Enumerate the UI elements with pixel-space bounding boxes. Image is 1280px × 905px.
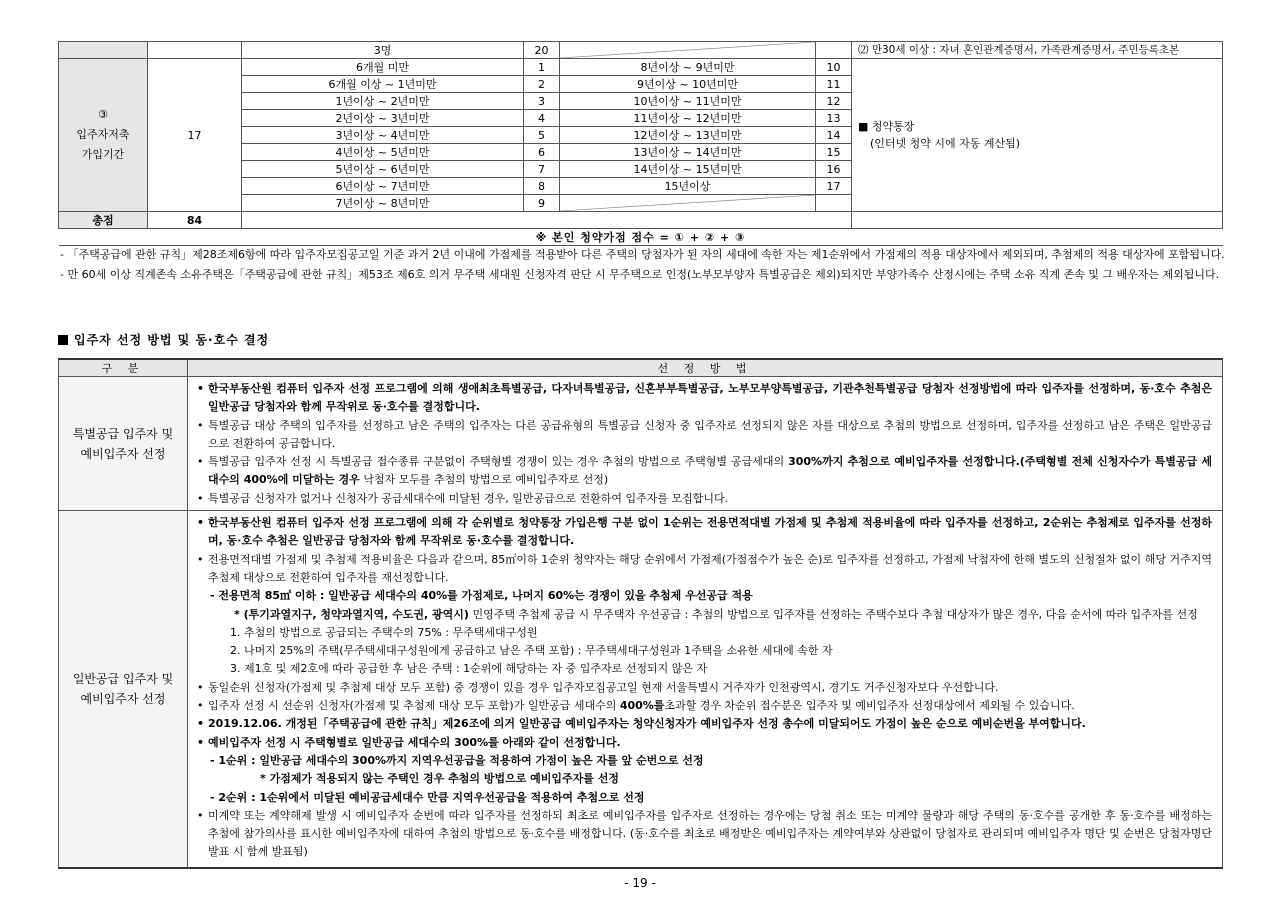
period-cell: 6개월 미만	[242, 59, 524, 76]
general-supply-label	[59, 511, 188, 868]
list-item: • 한국부동산원 컴퓨터 입주자 선정 프로그램에 의해 각 순위별로 청약통장 가입은행 구분 없이 1순위는 전용면적대별 가점제 및 추첨제 적용비율에 따라 입주자를 선정하고, 2순위는 추첨제로 입주자를 선정하며, 동·호수 추첨은 일반공급 당첨자와 함께 무작위로 동·호수를 결정합니다.	[196, 514, 1212, 551]
period-cell: 1년이상 ~ 2년미만	[242, 93, 524, 110]
general-supply-content	[188, 511, 1223, 868]
special-supply-label	[59, 377, 188, 511]
score-table	[58, 41, 1223, 246]
text-span-bold: 300%까지 추첨으로 예비입주자를 선정합니다.(주택형별 전체 신청자수가 특별공급 세대수의 400%에 미달하는 경우	[208, 455, 1212, 487]
period-cell: 15년이상	[560, 178, 816, 195]
score-formula: ※ 본인 청약가점 점수 = ① + ② + ③	[59, 229, 1223, 246]
page-number: - 19 -	[624, 876, 656, 890]
period-cell: 7년이상 ~ 8년미만	[242, 195, 524, 212]
list-item: 2. 나머지 25%의 주택(무주택세대구성원에게 공급하고 남은 주택 포함) : 무주택세대구성원과 1주택을 소유한 세대에 속한 자	[230, 644, 833, 658]
score-cell: 12	[816, 93, 852, 110]
score-cell: 13	[816, 110, 852, 127]
label-line: 일반공급 입주자 및	[72, 671, 174, 686]
text-span: 초과할 경우 차순위 접수분은 입주자 및 예비입주자 선정대상에서 제외될 수 있습니다.	[664, 699, 1075, 713]
list-item: • 한국부동산원 컴퓨터 입주자 선정 프로그램에 의해 생애최초특별공급, 다자녀특별공급, 신혼부부특별공급, 노부모부양특별공급, 기관추천특별공급 당첨자 선정방법에 따라 입주자를 선정하며, 동·호수 추첨은 일반공급 당첨자와 함께 무작위로 동·호수를 결정합니다.	[196, 380, 1212, 417]
text-span: 입주자 선정 시 선순위 신청자(가점제 및 추첨제 대상 모두 포함)가 일반공급 세대수의	[208, 699, 617, 713]
empty-diagonal-cell	[560, 42, 816, 59]
section-number: ③	[98, 108, 108, 121]
score-cell: 16	[816, 161, 852, 178]
score-cell: 20	[524, 42, 560, 59]
empty-diagonal-cell	[560, 195, 816, 212]
score-cell: 7	[524, 161, 560, 178]
cell-empty	[242, 212, 852, 229]
period-cell: 5년이상 ~ 6년미만	[242, 161, 524, 178]
label-line: 예비입주자 선정	[80, 446, 166, 461]
list-item: 3. 제1호 및 제2호에 따라 공급한 후 남은 주택 : 1순위에 해당하는 자 중 입주자로 선정되지 않은 자	[230, 662, 708, 676]
period-cell: 13년이상 ~ 14년미만	[560, 144, 816, 161]
note-item: - 만 60세 이상 직계존속 소유주택은「주택공급에 관한 규칙」제53조 제6호 의거 무주택 세대원 신청자격 판단 시 무주택으로 인정(노부모부양자 특별공급은 제외)되지만 부양가족수 산정시에는 주택 소유 직계 존속 및 그 배우자는 제외됩니다.	[60, 268, 1220, 281]
score-cell: 11	[816, 76, 852, 93]
label-line: 예비입주자 선정	[80, 691, 166, 706]
list-item: • 예비입주자 선정 시 주택형별로 일반공급 세대수의 300%를 아래와 같이 선정합니다.	[196, 734, 1212, 752]
period-cell: 3명	[242, 42, 524, 59]
selection-method-table	[58, 358, 1223, 869]
list-item: * 가점제가 적용되지 않는 주택인 경우 추첨의 방법으로 예비입주자를 선정	[260, 772, 619, 786]
text-span: 낙첨자 모두를 추첨의 방법으로 예비입주자로 선정)	[363, 473, 609, 487]
section-label	[59, 59, 148, 212]
cell-empty	[148, 42, 242, 59]
list-item: • 특별공급 대상 주택의 입주자를 선정하고 남은 주택의 입주자는 다른 공급유형의 특별공급 신청자 중 입주자로 선정되지 않은 자를 대상으로 추첨의 방법으로 선정하며, 입주자를 선정하고 남은 주택은 일반공급으로 전환하여 공급합니다.	[196, 417, 1212, 454]
list-item: • 동일순위 신청자(가점제 및 추첨제 대상 모두 포함) 중 경쟁이 있을 경우 입주자모집공고일 현재 서울특별시 거주자가 인천광역시, 경기도 거주신청자보다 우선합니다.	[196, 679, 1212, 697]
section-name-1: 입주자저축	[76, 128, 130, 141]
list-item: • 미계약 또는 계약해제 발생 시 예비입주자 순번에 따라 입주자를 선정하되 최초로 예비입주자를 입주자로 선정하는 경우에는 당첨 취소 또는 미계약 물량과 해당 주택의 동·호수를 공개한 후 동·호수를 배정하는 추첨에 참가의사를 표시한 예비입주자에 대하여 추첨의 방법으로 동·호수를 배정합니다. (동·호수를 최초로 배정받은 예비입주자는 계약여부와 상관없이 당첨자로 관리되며 예비입주자 명단 및 순번은 당첨자명단 발표 시 함께 발표됨)	[196, 807, 1212, 862]
score-cell: 10	[816, 59, 852, 76]
docs-line-2: (인터넷 청약 시에 자동 계산됨)	[870, 137, 1021, 150]
period-cell: 2년이상 ~ 3년미만	[242, 110, 524, 127]
period-cell: 10년이상 ~ 11년미만	[560, 93, 816, 110]
list-item	[196, 453, 1212, 490]
period-cell: 8년이상 ~ 9년미만	[560, 59, 816, 76]
list-item: - 2순위 : 1순위에서 미달된 예비공급세대수 만큼 지역우선공급을 적용하여 추첨으로 선정	[210, 790, 645, 804]
score-cell: 8	[524, 178, 560, 195]
list-item: - 1순위 : 일반공급 세대수의 300%까지 지역우선공급을 적용하여 가점이 높은 자를 앞 순번으로 선정	[210, 753, 704, 767]
required-docs-savings	[852, 59, 1223, 212]
section-heading	[58, 331, 269, 348]
score-cell: 1	[524, 59, 560, 76]
cell-empty	[59, 42, 148, 59]
period-cell: 3년이상 ~ 4년미만	[242, 127, 524, 144]
list-item	[196, 697, 1212, 715]
square-bullet-icon	[58, 335, 68, 345]
docs-line-1: ■ 청약통장	[858, 120, 915, 133]
required-docs: ⑵ 만30세 이상 : 자녀 혼인관계증명서, 가족관계증명서, 주민등록초본	[852, 42, 1223, 59]
list-item: - 전용면적 85㎡ 이하 : 일반공급 세대수의 40%를 가점제로, 나머지 60%는 경쟁이 있을 추첨제 우선공급 적용	[210, 589, 753, 603]
text-span-bold: * (투기과열지구, 청약과열지역, 수도권, 광역시)	[234, 607, 469, 621]
note-item: - 「주택공급에 관한 규칙」제28조제6항에 따라 입주자모집공고일 기준 과거 2년 이내에 가점제를 적용받아 다른 주택의 당첨자가 된 자의 세대에 속한 자는 제1순위에서 가점제의 적용 대상자에서 제외되며, 추첨제의 적용 대상자에 포함됩니다.	[60, 248, 1225, 261]
period-cell: 6년이상 ~ 7년미만	[242, 178, 524, 195]
score-cell: 6	[524, 144, 560, 161]
cell-empty	[852, 212, 1223, 229]
section-title: 입주자 선정 방법 및 동·호수 결정	[74, 333, 270, 347]
section-name-2: 가입기간	[81, 148, 125, 161]
score-cell: 5	[524, 127, 560, 144]
column-header: 선 정 방 법	[188, 359, 1223, 377]
cell-empty	[816, 42, 852, 59]
notes	[60, 246, 1225, 284]
score-cell: 4	[524, 110, 560, 127]
period-cell: 12년이상 ~ 13년미만	[560, 127, 816, 144]
list-item: • 전용면적대별 가점제 및 추첨제 적용비율은 다음과 같으며, 85㎡이하 1순위 청약자는 해당 순위에서 가점제(가점점수가 높은 순)로 입주자를 선정하고, 가점제 낙첨자에 한해 별도의 신청절차 없이 해당 거주지역 추첨제 대상으로 전환하여 입주자를 재선정합니다.	[196, 551, 1212, 588]
text-span: 특별공급 입주자 선정 시 특별공급 접수종류 구분없이 주택형별 경쟁이 있는 경우 추첨의 방법으로 주택형별 공급세대의	[208, 455, 785, 469]
period-cell: 6개월 이상 ~ 1년미만	[242, 76, 524, 93]
score-cell: 9	[524, 195, 560, 212]
score-cell: 17	[816, 178, 852, 195]
score-cell: 2	[524, 76, 560, 93]
special-supply-content	[188, 377, 1223, 511]
label-line: 특별공급 입주자 및	[72, 426, 174, 441]
text-span: 민영주택 추첨제 공급 시 무주택자 우선공급 : 추첨의 방법으로 입주자를 선정하는 주택수보다 추첨 대상자가 많은 경우, 다음 순서에 따라 입주자를 선정	[472, 607, 1198, 621]
score-cell: 14	[816, 127, 852, 144]
total-value: 84	[148, 212, 242, 229]
list-item: 1. 추첨의 방법으로 공급되는 주택수의 75% : 무주택세대구성원	[230, 625, 538, 639]
period-cell: 4년이상 ~ 5년미만	[242, 144, 524, 161]
section-max-score: 17	[148, 59, 242, 212]
list-item: • 2019.12.06. 개정된「주택공급에 관한 규칙」제26조에 의거 일반공급 예비입주자는 청약신청자가 예비입주자 선정 총수에 미달되어도 가점이 높은 순으로 예비순번을 부여합니다.	[196, 715, 1212, 733]
score-cell: 3	[524, 93, 560, 110]
list-item	[196, 606, 1212, 624]
total-label: 총점	[59, 212, 148, 229]
cell-empty	[816, 195, 852, 212]
list-item: • 특별공급 신청자가 없거나 신청자가 공급세대수에 미달된 경우, 일반공급으로 전환하여 입주자를 모집합니다.	[196, 490, 1212, 508]
score-cell: 15	[816, 144, 852, 161]
period-cell: 9년이상 ~ 10년미만	[560, 76, 816, 93]
text-span-bold: 400%를	[619, 699, 665, 713]
period-cell: 14년이상 ~ 15년미만	[560, 161, 816, 178]
period-cell: 11년이상 ~ 12년미만	[560, 110, 816, 127]
column-header: 구 분	[59, 359, 188, 377]
